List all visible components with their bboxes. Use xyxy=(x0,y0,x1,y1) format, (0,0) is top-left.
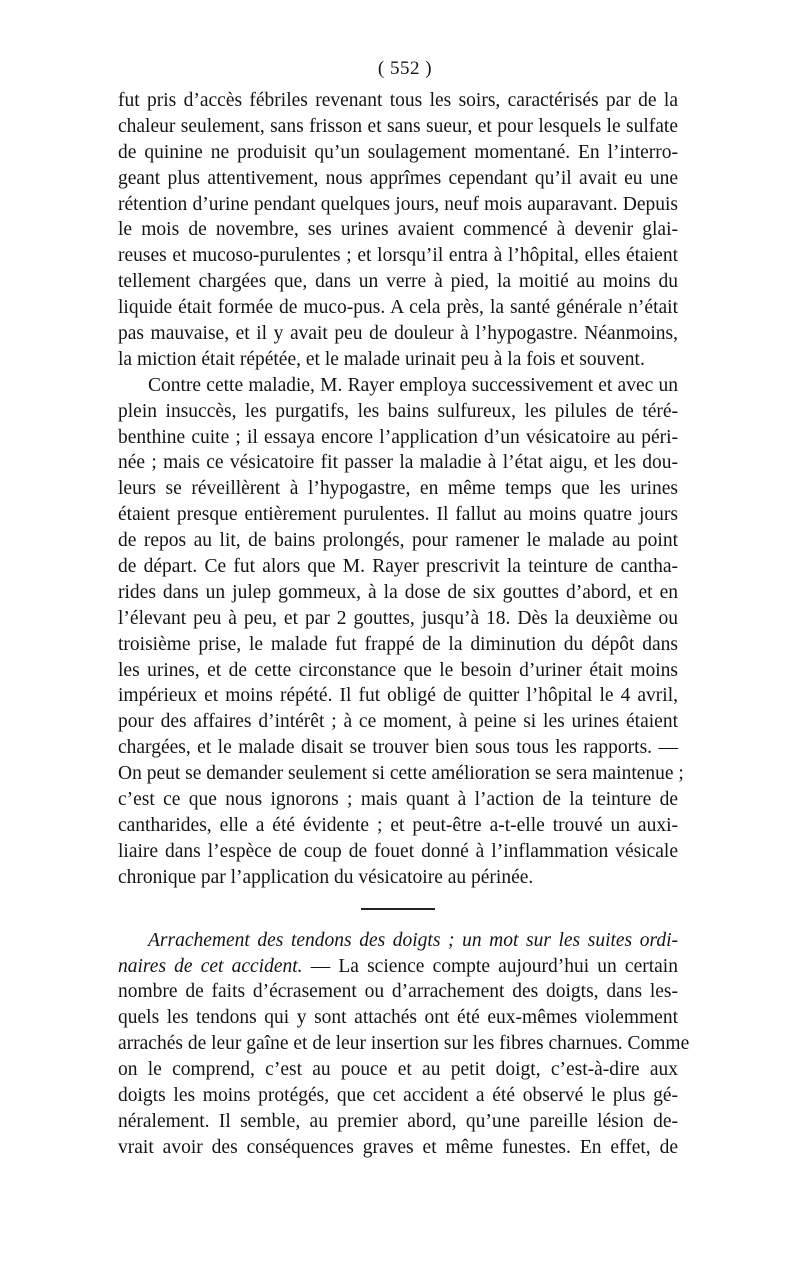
text-line: leurs se réveillèrent à l’hypogastre, en même temps que les urines xyxy=(118,478,678,500)
text-line: liaire dans l’espèce de coup de fouet donné à l’inflammation vésicale xyxy=(118,840,678,862)
text-line: de départ. Ce fut alors que M. Rayer prescrivit la teinture de cantha- xyxy=(118,556,678,578)
text-line: impérieux et moins répété. Il fut obligé de quitter l’hôpital le 4 avril, xyxy=(118,685,678,707)
text-line: chaleur seulement, sans frisson et sans sueur, et pour lesquels le sulfate xyxy=(118,115,678,137)
text-line xyxy=(118,954,678,980)
text-line: vrait avoir des conséquences graves et même funestes. En effet, de xyxy=(118,1136,678,1158)
section-title-line: Arrachement des tendons des doigts ; un mot sur les suites ordi- xyxy=(148,929,678,951)
text-line: geant plus attentivement, nous apprîmes cependant qu’il avait eu une xyxy=(118,167,678,189)
text-line: On peut se demander seulement si cette amélioration se sera maintenue ; xyxy=(118,763,684,785)
text-line: rides dans un julep gommeux, à la dose de six gouttes d’abord, et en xyxy=(118,581,678,603)
text-line: liquide était formée de muco-pus. A cela près, la santé générale n’était xyxy=(118,297,678,319)
text-line: plein insuccès, les purgatifs, les bains sulfureux, les pilules de téré- xyxy=(118,400,678,422)
text-line: chargées, et le malade disait se trouver bien sous tous les rapports. — xyxy=(118,737,678,759)
text-line: le mois de novembre, ses urines avaient commencé à devenir glai- xyxy=(118,219,678,241)
section-title-end: naires de cet accident. xyxy=(118,955,303,977)
text-line: arrachés de leur gaîne et de leur insertion sur les fibres charnues. Comme xyxy=(118,1033,690,1055)
text-line: Contre cette maladie, M. Rayer employa successivement et avec un xyxy=(148,374,678,396)
text-line: rétention d’urine pendant quelques jours, neuf mois auparavant. Depuis xyxy=(118,193,678,215)
text-line: quels les tendons qui y sont attachés ont été eux-mêmes violemment xyxy=(118,1007,678,1029)
text-line: la miction était répétée, et le malade urinait peu à la fois et souvent. xyxy=(118,348,645,370)
text-line: fut pris d’accès fébriles revenant tous les soirs, caractérisés par de la xyxy=(118,90,678,111)
text-line: c’est ce que nous ignorons ; mais quant à l’action de la teinture de xyxy=(118,789,678,811)
text-line: cantharides, elle a été évidente ; et peut-être a-t-elle trouvé un auxi- xyxy=(118,814,678,836)
text-line: les urines, et de cette circonstance que le besoin d’uriner était moins xyxy=(118,659,678,681)
text-line: étaient presque entièrement purulentes. Il fallut au moins quatre jours xyxy=(118,504,678,526)
text-line: l’élevant peu à peu, et par 2 gouttes, jusqu’à 18. Dès la deuxième ou xyxy=(118,607,678,629)
section-tendon-avulsion xyxy=(118,928,690,1161)
page-number: ( 552 ) xyxy=(377,58,433,79)
text-line: tellement chargées que, dans un verre à pied, la moitié au moins du xyxy=(118,271,678,293)
book-page xyxy=(118,56,690,1161)
text-line: benthine cuite ; il essaya encore l’application d’un vésicatoire au péri- xyxy=(118,426,678,448)
text-line: pour des affaires d’intérêt ; à ce moment, à peine si les urines étaient xyxy=(118,711,678,733)
text-line: née ; mais ce vésicatoire fit passer la maladie à l’état aigu, et les dou- xyxy=(118,452,678,474)
paragraph-treatment xyxy=(118,373,684,891)
text-line: de quinine ne produisit qu’un soulagement momentané. En l’interro- xyxy=(118,141,678,163)
text-line: nombre de faits d’écrasement ou d’arrachement des doigts, dans les- xyxy=(118,981,678,1003)
text-line: on le comprend, c’est au pouce et au petit doigt, c’est-à-dire aux xyxy=(118,1059,678,1081)
text-line: troisième prise, le malade fut frappé de la diminution du dépôt dans xyxy=(118,633,678,655)
paragraph-case-history xyxy=(118,88,678,373)
text-line: de repos au lit, de bains prolongés, pour ramener le malade au point xyxy=(118,530,678,552)
text-line: doigts les moins protégés, que cet accident a été observé le plus gé- xyxy=(118,1084,678,1106)
text-line: reuses et mucoso-purulentes ; et lorsqu’il entra à l’hôpital, elles étaient xyxy=(118,245,678,267)
section-text-start: — La science compte aujourd’hui un certain xyxy=(302,955,678,977)
text-line: chronique par l’application du vésicatoire au périnée. xyxy=(118,866,534,888)
section-divider xyxy=(361,908,435,910)
text-line: pas mauvaise, et il y avait peu de douleur à l’hypogastre. Néanmoins, xyxy=(118,323,678,345)
text-line: néralement. Il semble, au premier abord, qu’une pareille lésion de- xyxy=(118,1110,678,1132)
